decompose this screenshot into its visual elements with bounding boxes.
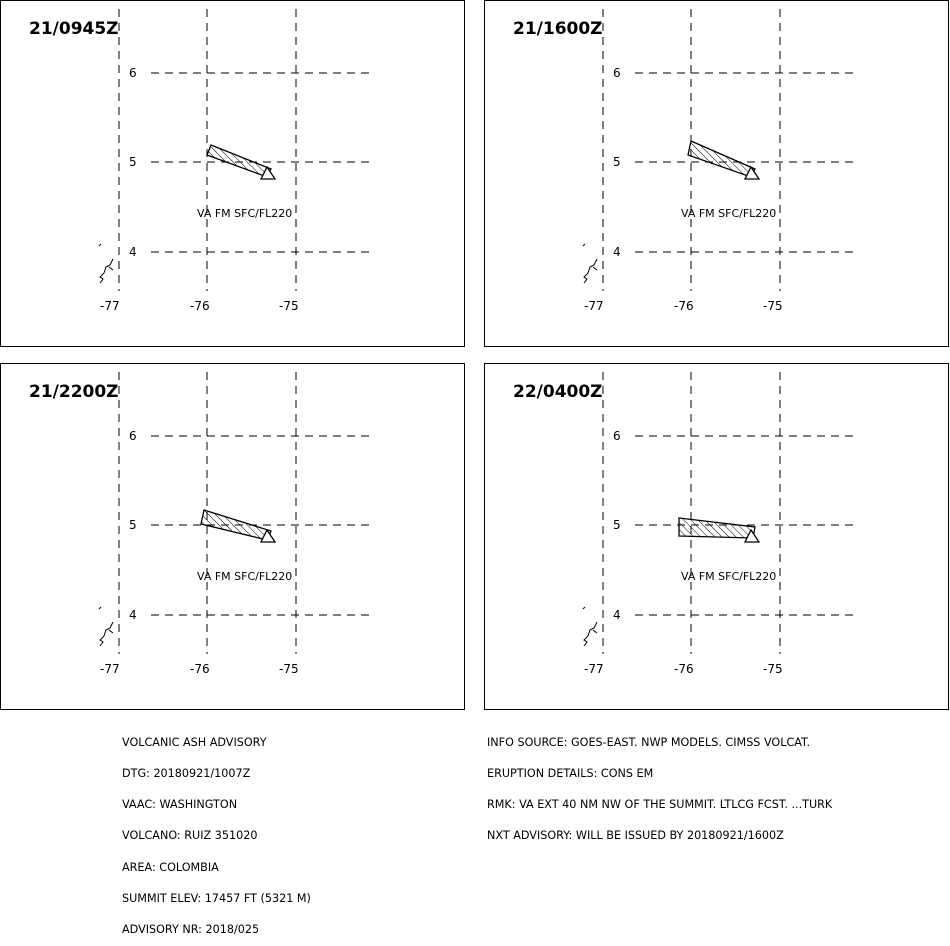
- advisory-line: ADVISORY NR: 2018/025: [122, 923, 260, 937]
- advisory-line: NXT ADVISORY: WILL BE ISSUED BY 20180921/1600Z: [487, 829, 784, 843]
- lat-label-5: 5: [129, 518, 137, 532]
- lon-label-76: -76: [190, 662, 210, 676]
- lat-label-6: 6: [613, 66, 621, 80]
- coastline: [583, 607, 597, 646]
- va-label: VA FM SFC/FL220: [681, 570, 777, 583]
- lon-label-76: -76: [190, 299, 210, 313]
- ash-cloud-area: [688, 141, 755, 177]
- coastline: [99, 244, 113, 283]
- advisory-line: VOLCANO: RUIZ 351020: [122, 829, 258, 843]
- advisory-line: RMK: VA EXT 40 NM NW OF THE SUMMIT. LTLCG FCST. ...TURK: [487, 798, 833, 812]
- ash-cloud-area: [679, 518, 755, 538]
- panel-time: 21/1600Z: [513, 19, 603, 39]
- lon-label-75: -75: [279, 662, 299, 676]
- advisory-line: VAAC: WASHINGTON: [122, 798, 238, 812]
- lat-label-5: 5: [613, 155, 621, 169]
- coastline: [99, 607, 113, 646]
- lon-label-76: -76: [674, 299, 694, 313]
- lat-label-6: 6: [129, 429, 137, 443]
- lat-label-5: 5: [129, 155, 137, 169]
- map-graphic: [1, 364, 466, 711]
- forecast-panel-1: [0, 0, 465, 347]
- lon-label-77: -77: [100, 299, 120, 313]
- lat-label-4: 4: [129, 608, 137, 622]
- forecast-panel-2: [484, 0, 949, 347]
- map-graphic: [485, 1, 950, 348]
- panel-time: 22/0400Z: [513, 382, 603, 402]
- advisory-line: VOLCANIC ASH ADVISORY: [122, 735, 267, 749]
- panel-time: 21/2200Z: [29, 382, 119, 402]
- lat-label-4: 4: [613, 608, 621, 622]
- map-graphic: [485, 364, 950, 711]
- advisory-line: SUMMIT ELEV: 17457 FT (5321 M): [122, 891, 311, 905]
- lon-label-75: -75: [763, 299, 783, 313]
- va-label: VA FM SFC/FL220: [197, 570, 293, 583]
- va-label: VA FM SFC/FL220: [197, 207, 293, 220]
- ash-cloud-area: [207, 145, 271, 177]
- va-label: VA FM SFC/FL220: [681, 207, 777, 220]
- forecast-panel-4: [484, 363, 949, 710]
- coastline: [583, 244, 597, 283]
- forecast-panel-3: [0, 363, 465, 710]
- lon-label-77: -77: [584, 662, 604, 676]
- lat-label-6: 6: [613, 429, 621, 443]
- advisory-details-right: [487, 717, 832, 852]
- lat-label-4: 4: [613, 245, 621, 259]
- lon-label-77: -77: [584, 299, 604, 313]
- advisory-line: INFO SOURCE: GOES-EAST. NWP MODELS. CIMSS VOLCAT.: [487, 735, 811, 749]
- advisory-line: ERUPTION DETAILS: CONS EM: [487, 767, 654, 781]
- lat-label-6: 6: [129, 66, 137, 80]
- map-graphic: [1, 1, 466, 348]
- lon-label-76: -76: [674, 662, 694, 676]
- lon-label-75: -75: [763, 662, 783, 676]
- ash-cloud-area: [201, 510, 271, 540]
- advisory-details-left: [122, 717, 311, 946]
- advisory-line: AREA: COLOMBIA: [122, 860, 219, 874]
- panel-time: 21/0945Z: [29, 19, 119, 39]
- lon-label-75: -75: [279, 299, 299, 313]
- advisory-line: DTG: 20180921/1007Z: [122, 767, 251, 781]
- lat-label-5: 5: [613, 518, 621, 532]
- lat-label-4: 4: [129, 245, 137, 259]
- lon-label-77: -77: [100, 662, 120, 676]
